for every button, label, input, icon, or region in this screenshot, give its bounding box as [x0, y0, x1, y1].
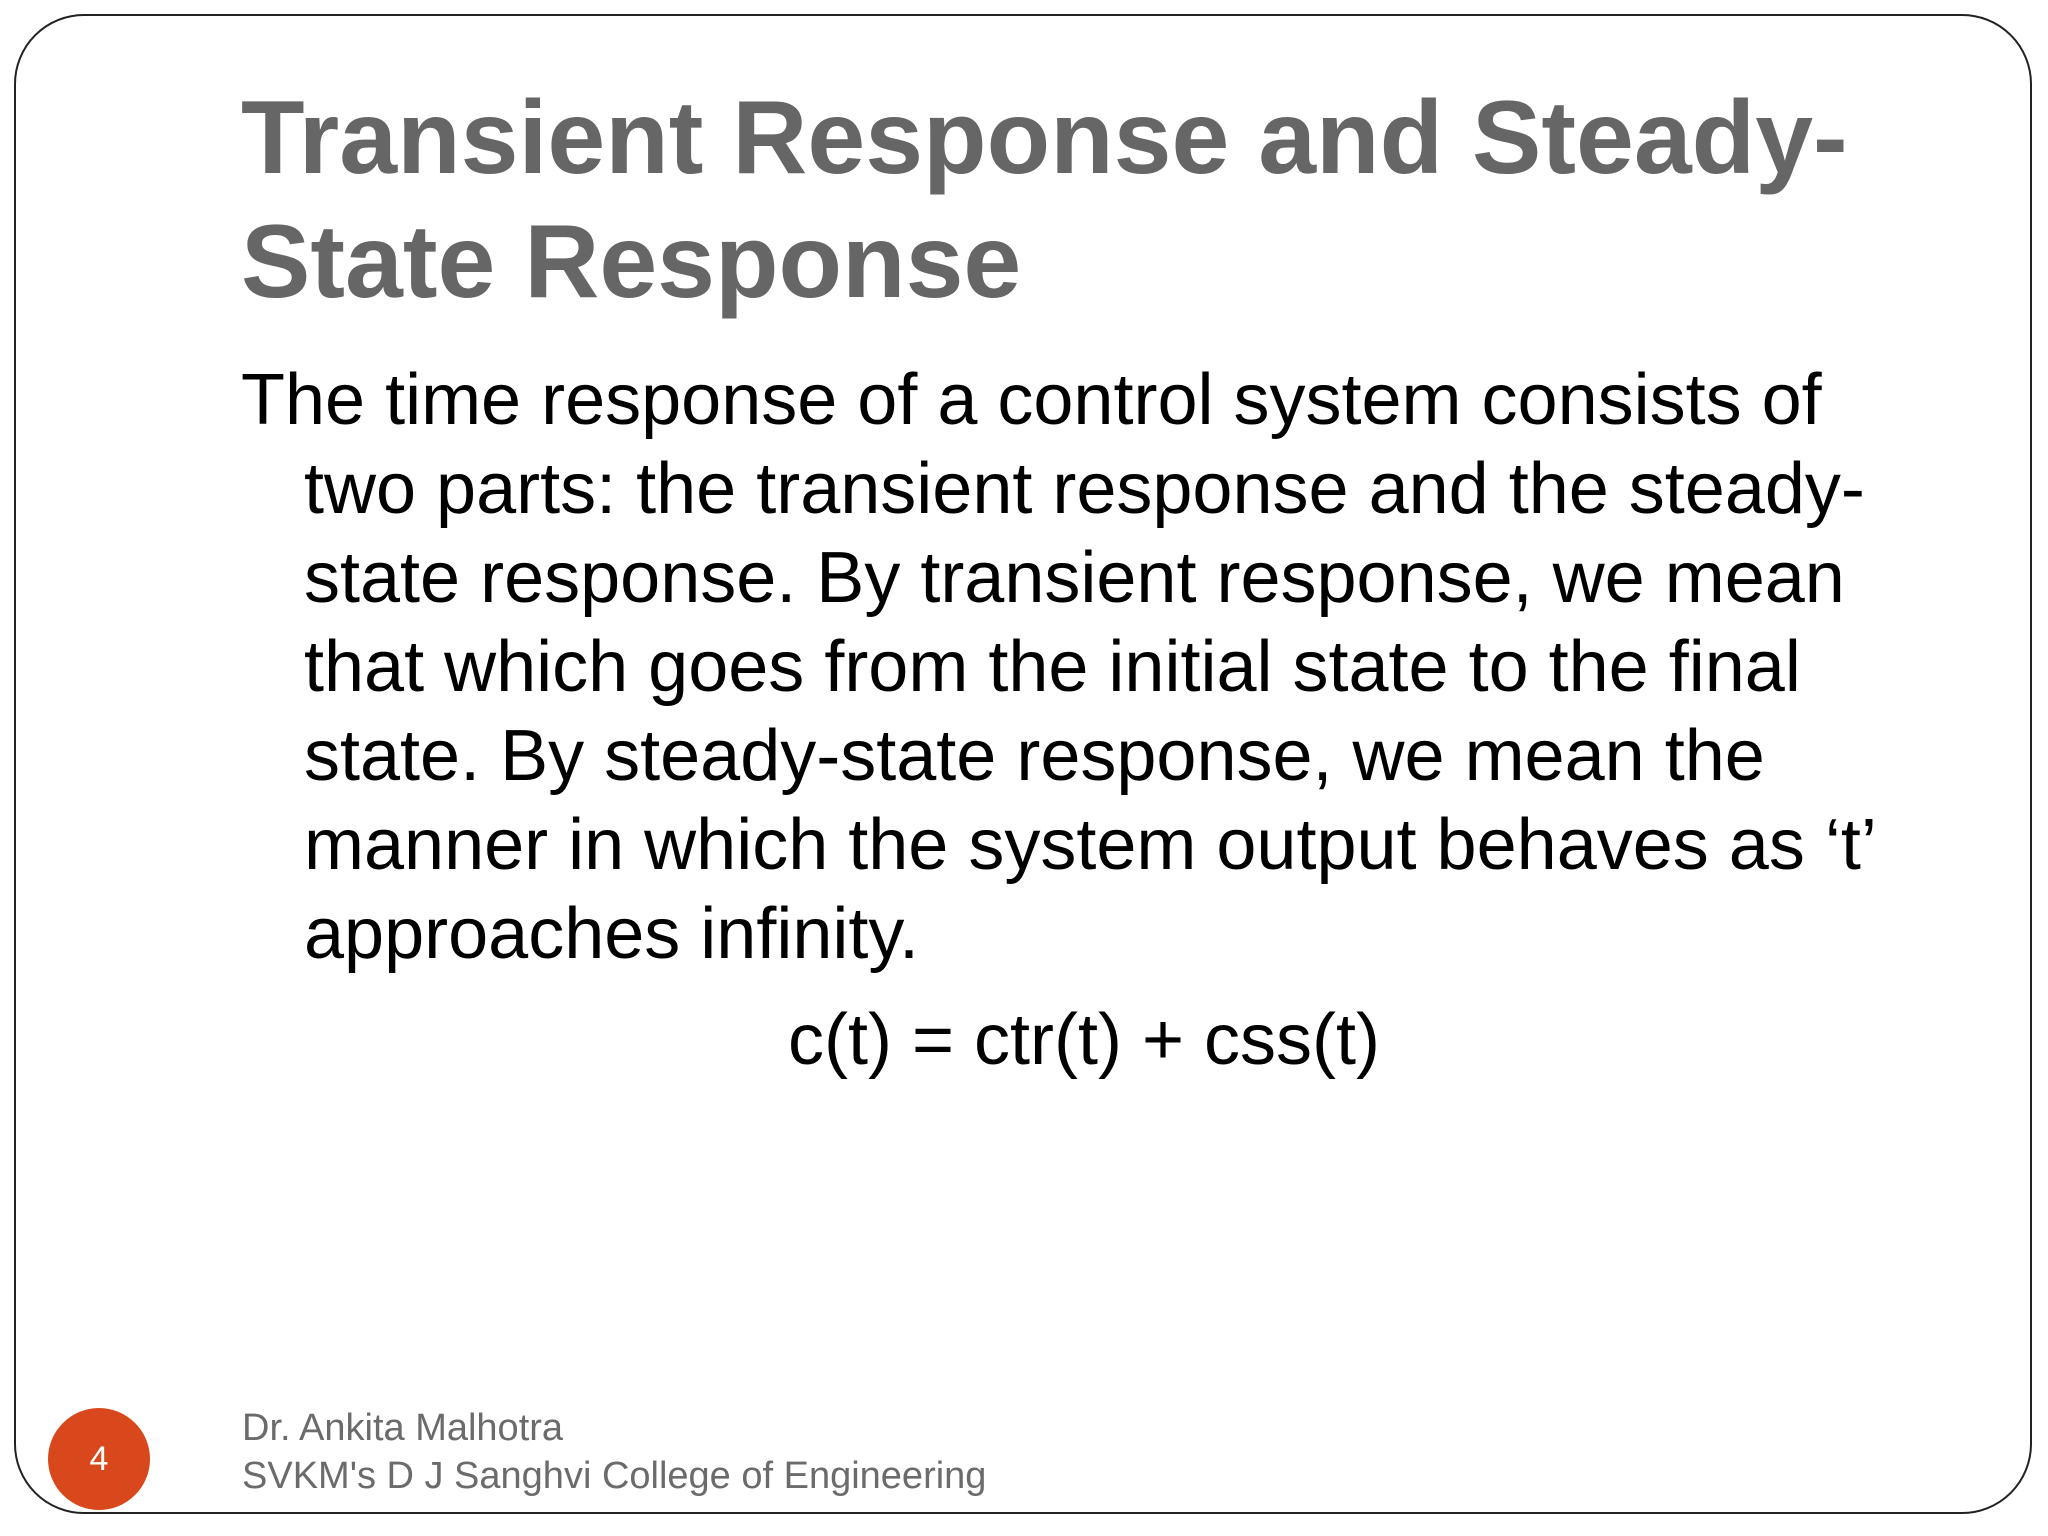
body-line-7: approaches infinity. [304, 894, 920, 974]
body-line-1: The time response of a control system consists of [241, 360, 1822, 440]
body-line-4: that which goes from the initial state to the final [304, 627, 1801, 707]
slide-title-line-1: Transient Response and Steady- [241, 80, 1848, 196]
body-paragraph [241, 356, 1981, 979]
page-number-badge: 4 [48, 1408, 150, 1510]
slide-title-line-2: State Response [241, 204, 1022, 320]
slide [14, 14, 2032, 1514]
slide-title [241, 76, 1941, 324]
body-line-5: state. By steady-state response, we mean the [304, 716, 1765, 796]
footer-institution: SVKM's D J Sanghvi College of Engineering [242, 1455, 987, 1497]
body-line-6: manner in which the system output behaves as ‘t’ [304, 805, 1877, 885]
body-line-2: two parts: the transient response and the steady- [304, 449, 1865, 529]
footer-author: Dr. Ankita Malhotra [242, 1407, 564, 1449]
response-equation: c(t) = ctr(t) + css(t) [788, 1000, 1380, 1080]
body-line-3: state response. By transient response, we mean [304, 538, 1845, 618]
footer [242, 1404, 986, 1500]
